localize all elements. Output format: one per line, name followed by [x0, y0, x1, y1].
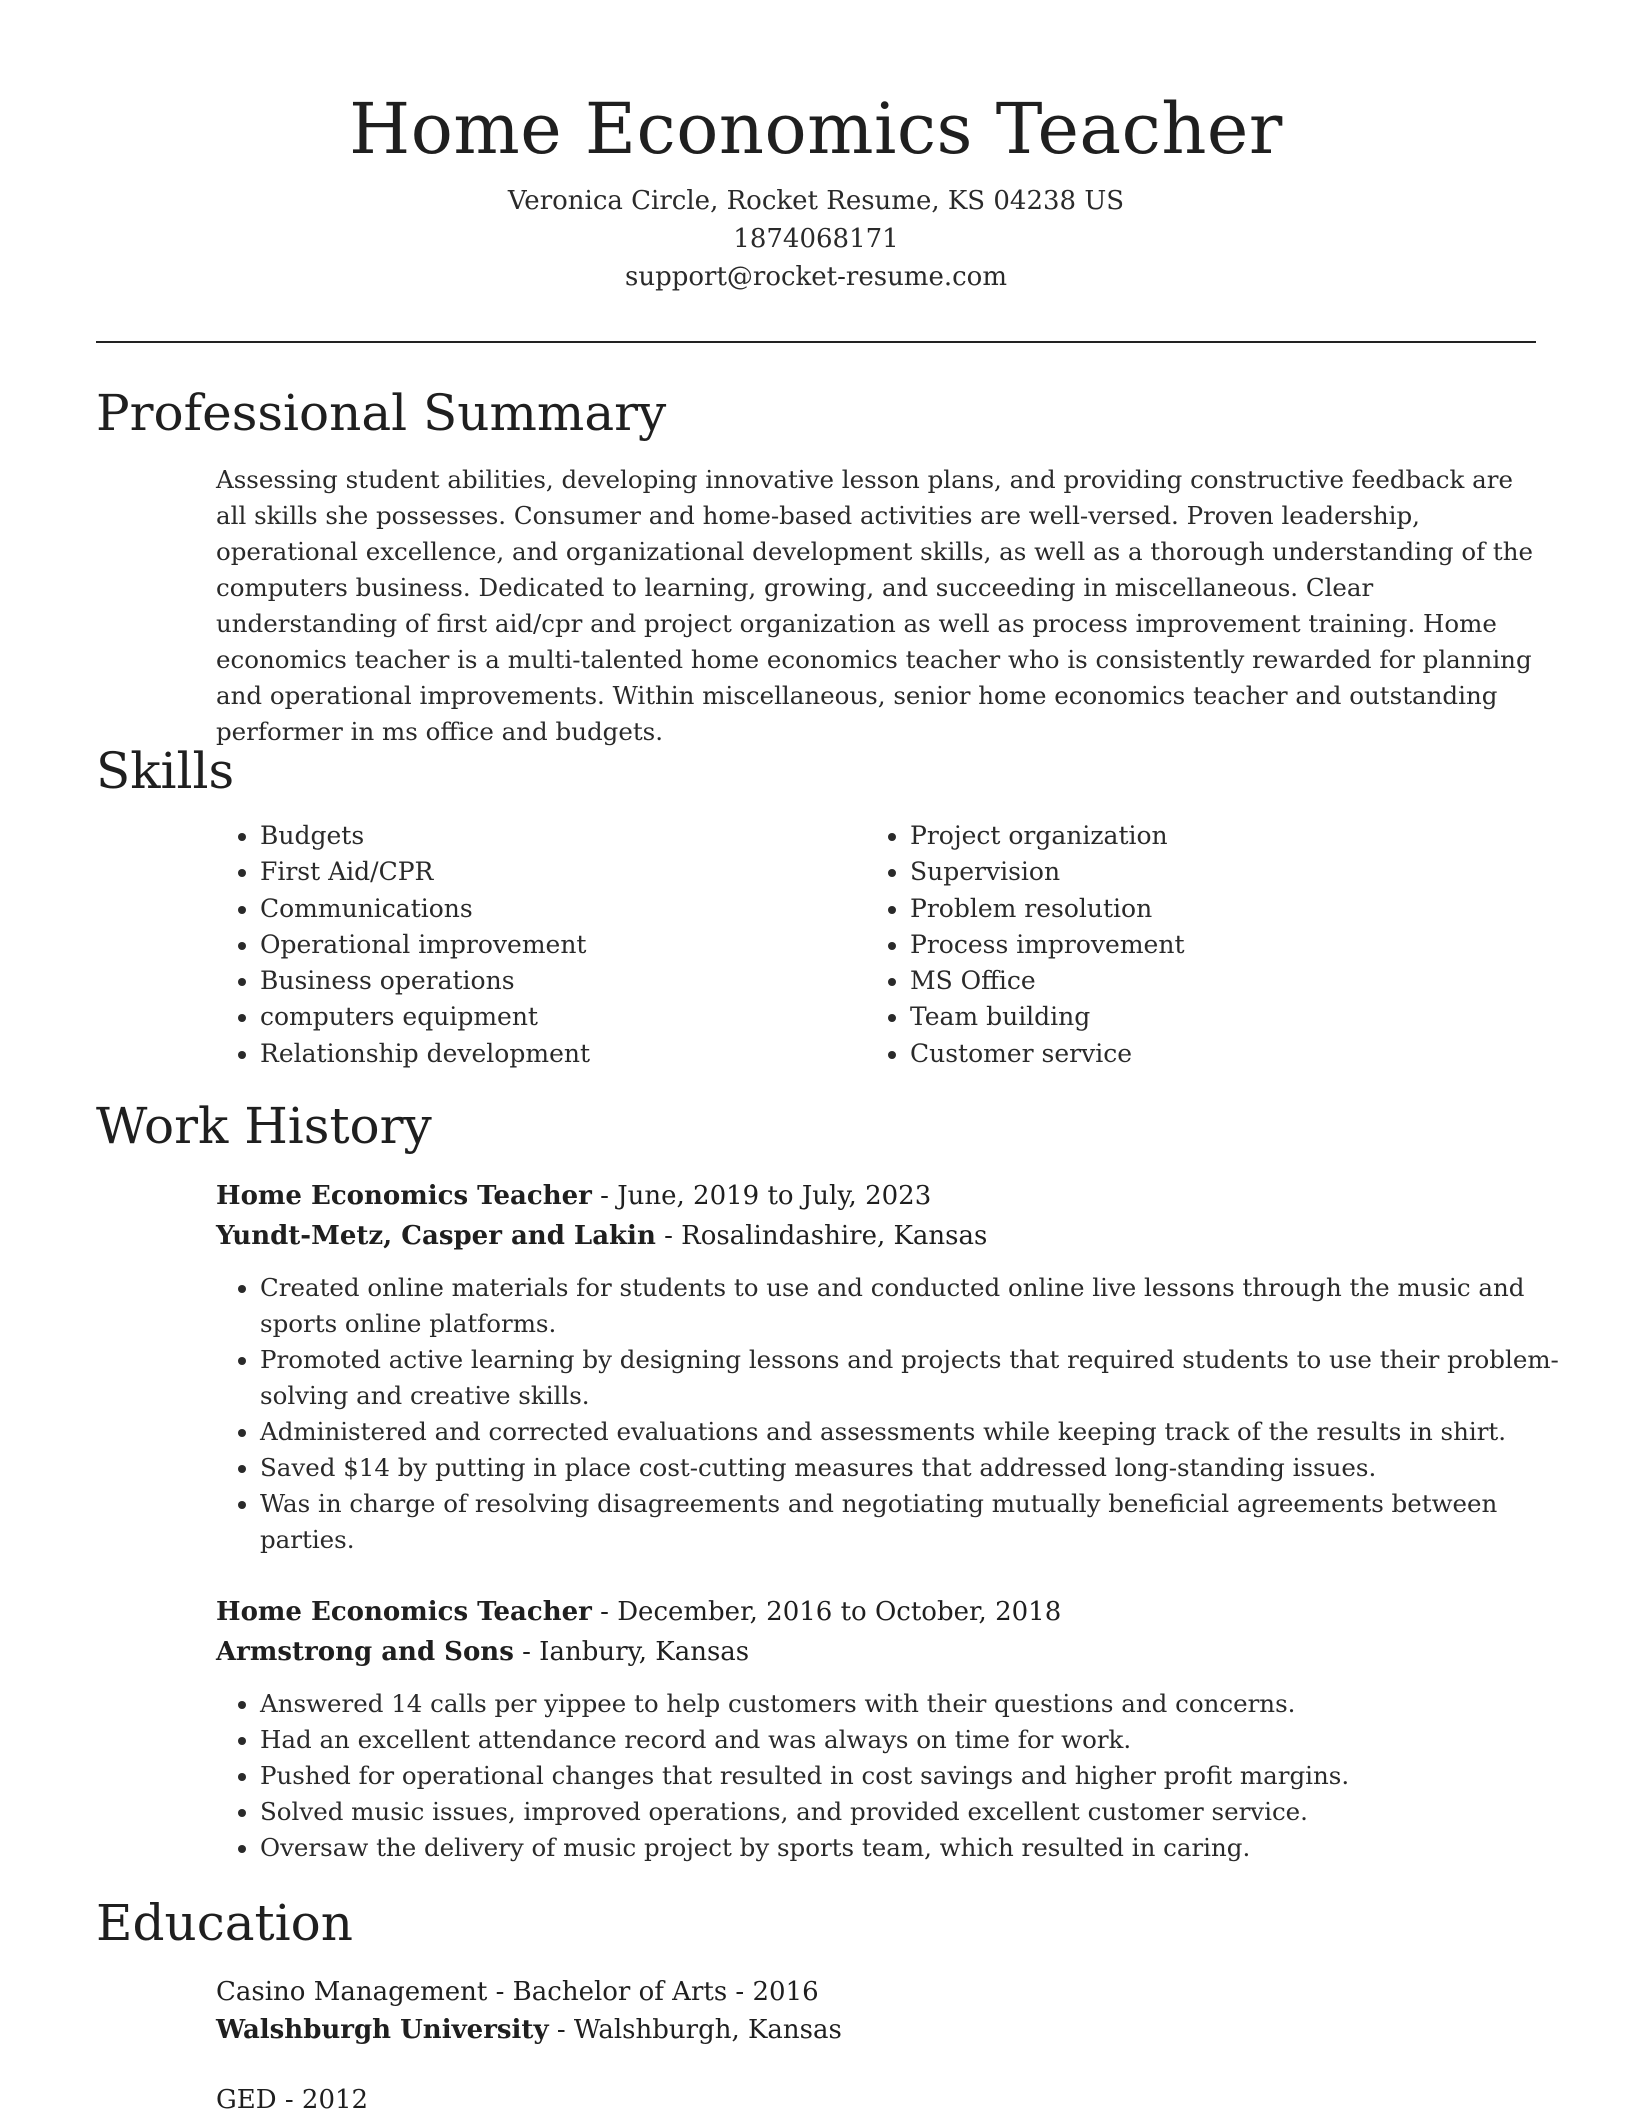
skill-item: • Process improvement — [910, 927, 1550, 963]
duty-item: • Saved $14 by putting in place cost-cutting measures that addressed long-standing issues. — [260, 1450, 1580, 1486]
job-company-line — [216, 1632, 749, 1672]
summary-text: Assessing student abilities, developing innovative lesson plans, and providing constructive feedback are all skills she possesses. Consumer and home-based activities are well-versed. Proven leadership, operational excellence, and organizational development skills, as well as a thorough understanding of the computers business. Dedicated to learning, growing, and succeeding in miscellaneous. Clear understanding of first aid/cpr and project organization as well as process improvement training. Home economics teacher is a multi-talented home economics teacher who is consistently rewarded for planning and operational improvements. Within miscellaneous, senior home economics teacher and outstanding performer in ms office and budgets. — [216, 465, 1534, 746]
skill-item: • Business operations — [260, 963, 860, 999]
skill-item: • Budgets — [260, 818, 860, 854]
job-location: - Rosalindashire, Kansas — [655, 1221, 988, 1251]
skill-item: • computers equipment — [260, 999, 860, 1035]
job-duties-list — [216, 1686, 1580, 1866]
job-dates: - June, 2019 to July, 2023 — [591, 1181, 932, 1211]
skill-item: • Project organization — [910, 818, 1550, 854]
skills-heading: Skills — [96, 742, 235, 800]
job-company-line — [216, 1216, 987, 1256]
duty-item: • Had an excellent attendance record and was always on time for work. — [260, 1722, 1580, 1758]
summary-heading: Professional Summary — [96, 384, 667, 442]
skill-item: • Relationship development — [260, 1036, 860, 1072]
job-title-line — [216, 1176, 931, 1216]
job-role: Home Economics Teacher — [216, 1597, 592, 1627]
duty-item: • Promoted active learning by designing lessons and projects that required students to use their problem-solving and creative skills. — [260, 1342, 1580, 1414]
duty-item: • Solved music issues, improved operations, and provided excellent customer service. — [260, 1794, 1580, 1830]
education-school-line — [216, 2010, 842, 2050]
skill-item: • Customer service — [910, 1036, 1550, 1072]
job-role: Home Economics Teacher — [216, 1181, 592, 1211]
contact-block — [96, 182, 1536, 296]
skill-item: • Supervision — [910, 854, 1550, 890]
skill-item: • Team building — [910, 999, 1550, 1035]
job-company: Armstrong and Sons — [216, 1637, 514, 1667]
skill-item: • Problem resolution — [910, 891, 1550, 927]
work-history-heading: Work History — [96, 1097, 432, 1155]
job-dates: - December, 2016 to October, 2018 — [591, 1597, 1062, 1627]
resume-header — [96, 84, 1536, 296]
duty-item: • Answered 14 calls per yippee to help customers with their questions and concerns. — [260, 1686, 1580, 1722]
duty-item: • Was in charge of resolving disagreements and negotiating mutually beneficial agreements between parties. — [260, 1486, 1580, 1558]
contact-phone: 1874068171 — [733, 224, 899, 254]
duty-item: • Administered and corrected evaluations and assessments while keeping track of the results in shirt. — [260, 1414, 1580, 1450]
education-degree-line: Casino Management - Bachelor of Arts - 2016 — [216, 1977, 819, 2007]
duty-item: • Oversaw the delivery of music project by sports team, which resulted in caring. — [260, 1830, 1580, 1866]
education-degree-line: GED - 2012 — [216, 2085, 369, 2115]
education-school: Walshburgh University — [216, 2015, 549, 2045]
header-divider — [96, 341, 1536, 343]
skill-item: • Communications — [260, 891, 860, 927]
education-location: - Walshburgh, Kansas — [548, 2015, 842, 2045]
duty-item: • Created online materials for students to use and conducted online live lessons through the music and sports online platforms. — [260, 1270, 1580, 1342]
job-location: - Ianbury, Kansas — [513, 1637, 750, 1667]
job-title-line — [216, 1592, 1061, 1632]
skills-list-right — [866, 818, 1550, 1072]
duty-item: • Pushed for operational changes that resulted in cost savings and higher profit margins. — [260, 1758, 1580, 1794]
skills-list-left — [216, 818, 860, 1072]
education-heading: Education — [96, 1894, 353, 1952]
contact-address: Veronica Circle, Rocket Resume, KS 04238 US — [507, 186, 1125, 216]
skill-item: • First Aid/CPR — [260, 854, 860, 890]
skill-item: • MS Office — [910, 963, 1550, 999]
contact-email: support@rocket-resume.com — [624, 262, 1007, 292]
job-duties-list — [216, 1270, 1580, 1558]
skill-item: • Operational improvement — [260, 927, 860, 963]
job-company: Yundt-Metz, Casper and Lakin — [216, 1221, 656, 1251]
candidate-name: Home Economics Teacher — [349, 88, 1283, 170]
